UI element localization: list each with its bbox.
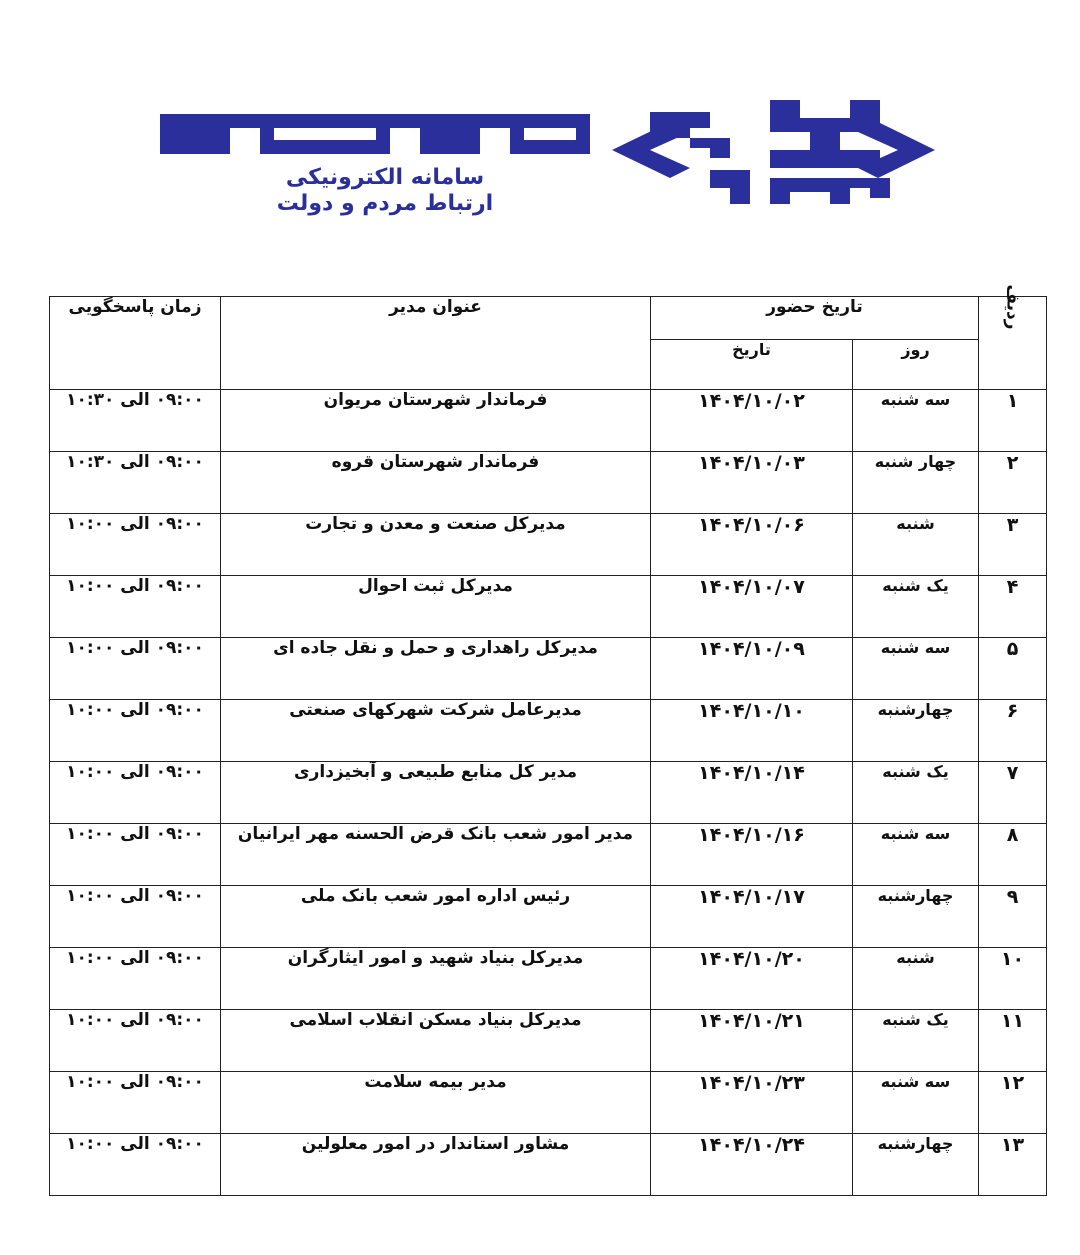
day-cell: یک شنبه [853,1010,979,1072]
date-cell: ۱۴۰۴/۱۰/۰۷ [651,576,853,638]
date-cell: ۱۴۰۴/۱۰/۰۶ [651,514,853,576]
row-number-cell: ۳ [979,514,1047,576]
date-cell: ۱۴۰۴/۱۰/۲۱ [651,1010,853,1072]
samad-logo [150,92,940,220]
manager-title-cell: فرماندار شهرستان مریوان [221,390,651,452]
table-row [50,1010,1047,1072]
response-time-cell: ۰۹:۰۰ الی ۱۰:۳۰ [50,390,221,452]
date-cell: ۱۴۰۴/۱۰/۱۷ [651,886,853,948]
manager-title-cell: مدیر کل منابع طبیعی و آبخیزداری [221,762,651,824]
table-row [50,452,1047,514]
row-number-cell: ۴ [979,576,1047,638]
manager-title-cell: رئیس اداره امور شعب بانک ملی [221,886,651,948]
response-time-cell: ۰۹:۰۰ الی ۱۰:۰۰ [50,638,221,700]
day-cell: چهارشنبه [853,700,979,762]
day-cell: شنبه [853,514,979,576]
response-time-cell: ۰۹:۰۰ الی ۱۰:۰۰ [50,1072,221,1134]
date-cell: ۱۴۰۴/۱۰/۲۴ [651,1134,853,1196]
row-number-cell: ۱ [979,390,1047,452]
logo-line1: سامانه الکترونیکی [285,165,485,190]
response-time-cell: ۰۹:۰۰ الی ۱۰:۰۰ [50,576,221,638]
table-row [50,700,1047,762]
row-number-cell: ۱۰ [979,948,1047,1010]
day-cell: سه شنبه [853,390,979,452]
table-row [50,886,1047,948]
header-manager-title: عنوان مدیر [221,297,651,390]
row-number-cell: ۵ [979,638,1047,700]
response-time-cell: ۰۹:۰۰ الی ۱۰:۳۰ [50,452,221,514]
manager-title-cell: مدیرکل بنیاد مسکن انقلاب اسلامی [221,1010,651,1072]
response-time-cell: ۰۹:۰۰ الی ۱۰:۰۰ [50,948,221,1010]
manager-title-cell: مدیر بیمه سلامت [221,1072,651,1134]
row-number-cell: ۹ [979,886,1047,948]
manager-title-cell: مدیرکل صنعت و معدن و تجارت [221,514,651,576]
manager-title-cell: مشاور استاندار در امور معلولین [221,1134,651,1196]
schedule-table [49,284,1047,1196]
table-row [50,948,1047,1010]
response-time-cell: ۰۹:۰۰ الی ۱۰:۰۰ [50,700,221,762]
day-cell: یک شنبه [853,762,979,824]
row-number-cell: ۶ [979,700,1047,762]
table-row [50,576,1047,638]
header-row [50,297,1047,340]
day-cell: یک شنبه [853,576,979,638]
date-cell: ۱۴۰۴/۱۰/۱۰ [651,700,853,762]
header-row-number: ردیف [979,297,1047,390]
day-cell: سه شنبه [853,1072,979,1134]
table-row [50,514,1047,576]
response-time-cell: ۰۹:۰۰ الی ۱۰:۰۰ [50,762,221,824]
row-number-cell: ۸ [979,824,1047,886]
day-cell: شنبه [853,948,979,1010]
logo-line2: ارتباط مردم و دولت [276,191,494,216]
date-cell: ۱۴۰۴/۱۰/۱۴ [651,762,853,824]
table-row [50,390,1047,452]
table-row [50,762,1047,824]
row-number-cell: ۱۱ [979,1010,1047,1072]
manager-title-cell: مدیرعامل شرکت شهرکهای صنعتی [221,700,651,762]
row-number-cell: ۱۲ [979,1072,1047,1134]
manager-title-cell: مدیرکل ثبت احوال [221,576,651,638]
response-time-cell: ۰۹:۰۰ الی ۱۰:۰۰ [50,824,221,886]
day-cell: سه شنبه [853,824,979,886]
day-cell: چهار شنبه [853,452,979,514]
response-time-cell: ۰۹:۰۰ الی ۱۰:۰۰ [50,514,221,576]
manager-title-cell: مدیرکل راهداری و حمل و نقل جاده ای [221,638,651,700]
manager-title-cell: مدیر امور شعب بانک قرض الحسنه مهر ایرانیان [221,824,651,886]
date-cell: ۱۴۰۴/۱۰/۰۲ [651,390,853,452]
header-date: تاریخ [651,340,853,390]
day-cell: چهارشنبه [853,886,979,948]
date-cell: ۱۴۰۴/۱۰/۲۰ [651,948,853,1010]
table-row [50,638,1047,700]
response-time-cell: ۰۹:۰۰ الی ۱۰:۰۰ [50,1010,221,1072]
table-row [50,824,1047,886]
row-number-cell: ۲ [979,452,1047,514]
table-row [50,1134,1047,1196]
row-number-cell: ۷ [979,762,1047,824]
date-cell: ۱۴۰۴/۱۰/۰۳ [651,452,853,514]
date-cell: ۱۴۰۴/۱۰/۱۶ [651,824,853,886]
header-day: روز [853,340,979,390]
schedule-body [50,390,1047,1196]
row-number-cell: ۱۳ [979,1134,1047,1196]
date-cell: ۱۴۰۴/۱۰/۲۳ [651,1072,853,1134]
manager-title-cell: فرماندار شهرستان قروه [221,452,651,514]
day-cell: سه شنبه [853,638,979,700]
date-cell: ۱۴۰۴/۱۰/۰۹ [651,638,853,700]
response-time-cell: ۰۹:۰۰ الی ۱۰:۰۰ [50,886,221,948]
samad-emblem-icon [612,100,935,204]
response-time-cell: ۰۹:۰۰ الی ۱۰:۰۰ [50,1134,221,1196]
day-cell: چهارشنبه [853,1134,979,1196]
table-row [50,1072,1047,1134]
header-attendance-date: تاریخ حضور [651,297,979,340]
manager-title-cell: مدیرکل بنیاد شهید و امور ایثارگران [221,948,651,1010]
header-response-time: زمان پاسخگویی [50,297,221,390]
